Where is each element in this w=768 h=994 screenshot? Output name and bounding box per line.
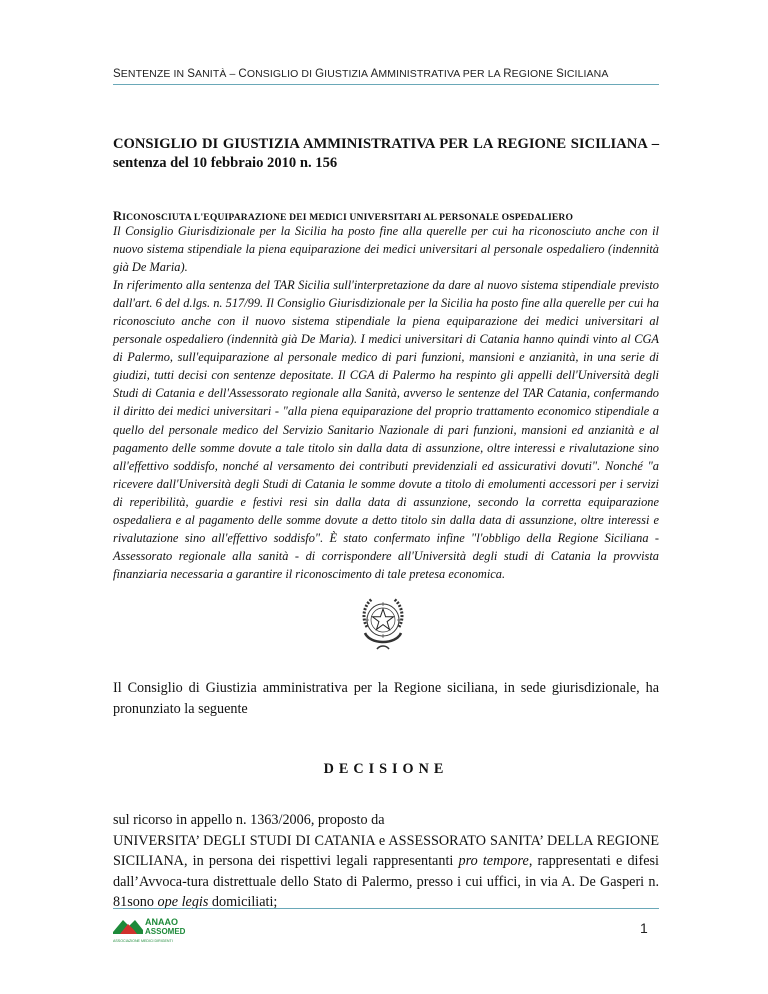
anaao-assomed-logo — [113, 914, 198, 946]
appeal-line: sul ricorso in appello n. 1363/2006, proposto da — [113, 812, 385, 828]
abstract-paragraph: Il Consiglio Giurisdizionale per la Sicilia ha posto fine alla querelle per cui ha riconosciuto anche con il nuovo sistema stipendiale la piena equiparazione dei medici universitari al personale ospedaliero (indennità già De Maria). — [113, 224, 659, 275]
svg-text:ASSOCIAZIONE MEDICI DIRIGENTI: ASSOCIAZIONE MEDICI DIRIGENTI — [113, 939, 173, 943]
pro-tempore: pro tempore — [458, 853, 529, 870]
appeal-paragraph: sul ricorso in appello n. 1363/2006, proposto da UNIVERSITA’ DEGLI STUDI DI CATANIA e ASSESSORATO SANITA’ DELLA REGIONE SICILIANA, in persona dei rispettivi legali rappresentanti pro tempore, rappresentati e difesi dall’Avvoca-tura distrettuale dello Stato di Palermo, presso i cui uffici, in via A. De Gasperi n. 81sono ope legis domiciliati; — [113, 812, 659, 911]
document-title: CONSIGLIO DI GIUSTIZIA AMMINISTRATIVA PER LA REGIONE SICILIANA – sentenza del 10 febbraio 2010 n. 156 — [113, 136, 659, 171]
page-number: 1 — [640, 920, 648, 936]
svg-text:ANAAO: ANAAO — [145, 917, 178, 927]
appeal-parties: UNIVERSITA’ DEGLI STUDI DI CATANIA e ASSESSORATO SANITA’ DELLA REGIONE SICILIANA — [113, 832, 659, 870]
ope-legis: ope legis — [157, 894, 209, 911]
footer-rule — [113, 908, 659, 909]
decision-heading: DECISIONE — [323, 761, 449, 777]
intro-paragraph: Il Consiglio di Giustizia amministrativa per la Regione siciliana, in sede giurisdizionale, ha pronunziato la seguente — [113, 680, 659, 717]
republic-emblem-icon — [352, 589, 414, 655]
svg-text:ASSOMED: ASSOMED — [145, 927, 186, 936]
summary-heading: RICONOSCIUTA L'EQUIPARAZIONE DEI MEDICI UNIVERSITARI AL PERSONALE OSPEDALIERO — [113, 209, 574, 223]
running-header: SENTENZE IN SANITÀ – CONSIGLIO DI GIUSTIZIA AMMINISTRATIVA PER LA REGIONE SICILIANA — [113, 68, 609, 80]
summary-abstract — [113, 222, 659, 583]
header-rule — [113, 84, 659, 85]
abstract-paragraph: In riferimento alla sentenza del TAR Sicilia sull'interpretazione da dare al nuovo sistema stipendiale previsto dall'art. 6 del d.lgs. n. 517/99. Il Consiglio Giurisdizionale per la Sicilia ha posto fine alla querelle per cui ha riconosciuto anche con il nuovo sistema stipendiale la piena equiparazione dei medici universitari al personale ospedaliero (indennità già De Maria). I medici universitari di Catania hanno quindi vinto al CGA di Palermo, sull'equiparazione al personale medico di pari funzioni, mansioni e anzianità, in una serie di giudizi, tutti decisi con sentenze depositate. Il CGA di Palermo ha respinto gli appelli dell'Università degli Studi di Catania e dell'Assessorato regionale alla Sanità, avverso le sentenze del TAR Catania, confermando il diritto dei medici universitari - "alla piena equiparazione del proprio trattamento economico stipendiale a quello del personale medico del Servizio Sanitario Nazionale di pari funzioni, mansioni ed anzianità e al pagamento delle somme dovute a tale titolo sin dalla data di assunzione, oltre interessi e rivalutazione sino all'effettivo soddisfo, nonché al versamento dei contributi previdenziali ed assicurativi dovuti". Nonché "a ricevere dall'Università degli Studi di Catania le somme dovute a titolo di emolumenti accessori per i servizi di reperibilità, guardie e festivi resi sin dalla data di assunzione, secondo la corretta equiparazione ospedaliera e al pagamento delle somme dovute a detto titolo sin dalla data di assunzione, oltre interessi e rivalutazione sino all'effettivo soddisfo". È stato confermato infine "l'obbligo della Regione Siciliana - Assessorato regionale alla sanità - di corrispondere all'Università degli studi di Catania la provvista finanziaria necessaria a garantire il riconoscimento di tale pretesa economica. — [113, 278, 659, 581]
